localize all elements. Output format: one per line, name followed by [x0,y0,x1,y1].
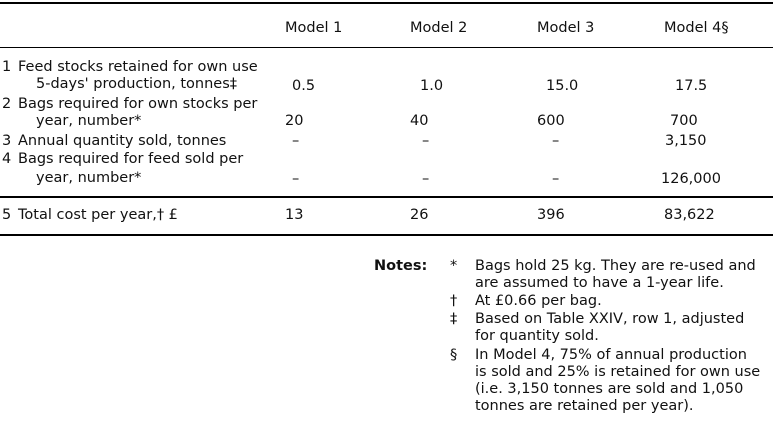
note-symbol: § [450,347,458,363]
table-bottom-rule [0,234,773,236]
row-number: 3 [2,133,12,149]
note-symbol: * [450,258,458,274]
note-symbol: † [450,293,458,309]
note-line: Bags hold 25 kg. They are re-used and [475,258,756,274]
total-cell: 26 [410,207,429,223]
note-line: tonnes are retained per year). [475,398,694,414]
table-cell: 1.0 [420,78,444,94]
table-cell: 3,150 [665,133,707,149]
total-row-label: Total cost per year,† £ [18,207,178,223]
note-line: Based on Table XXIV, row 1, adjusted [475,311,745,327]
row-label-line: Bags required for feed sold per [18,151,244,167]
table-cell: – [552,133,560,149]
table-cell: – [292,133,300,149]
table-cell: – [292,171,300,187]
table-cell: – [552,171,560,187]
table-cell: 126,000 [661,171,721,187]
row-number: 1 [2,59,12,75]
total-cell: 396 [537,207,565,223]
column-header-model-1: Model 1 [285,20,343,36]
row-label-line: Bags required for own stocks per [18,96,258,112]
table-cell: – [422,133,430,149]
row-number: 2 [2,96,12,112]
note-line: In Model 4, 75% of annual production [475,347,747,363]
column-header-model-3: Model 3 [537,20,595,36]
table-cell: 700 [670,113,698,129]
note-line: At £0.66 per bag. [475,293,602,309]
note-line: are assumed to have a 1-year life. [475,275,724,291]
table-cell: 0.5 [292,78,316,94]
table-cell: 20 [285,113,304,129]
row-number: 4 [2,151,12,167]
row-label-line: year, number* [36,113,142,129]
table-cell: 40 [410,113,429,129]
header-rule [0,47,773,48]
row-label-line: 5-days' production, tonnes‡ [36,76,238,92]
table-cell: 15.0 [546,78,579,94]
note-symbol: ‡ [450,311,458,327]
row-label-line: Feed stocks retained for own use [18,59,258,75]
row-number: 5 [2,207,12,223]
table-cell: 17.5 [675,78,708,94]
total-cell: 13 [285,207,304,223]
table-cell: 600 [537,113,565,129]
column-header-model-2: Model 2 [410,20,468,36]
note-line: is sold and 25% is retained for own use [475,364,761,380]
note-line: for quantity sold. [475,328,599,344]
total-rule [0,196,773,198]
table-cell: – [422,171,430,187]
row-label-line: Annual quantity sold, tonnes [18,133,227,149]
notes-heading: Notes: [374,258,428,274]
note-line: (i.e. 3,150 tonnes are sold and 1,050 [475,381,744,397]
total-cell: 83,622 [664,207,715,223]
table-top-rule [0,2,773,4]
row-label-line: year, number* [36,170,142,186]
column-header-model-4: Model 4§ [664,20,729,36]
